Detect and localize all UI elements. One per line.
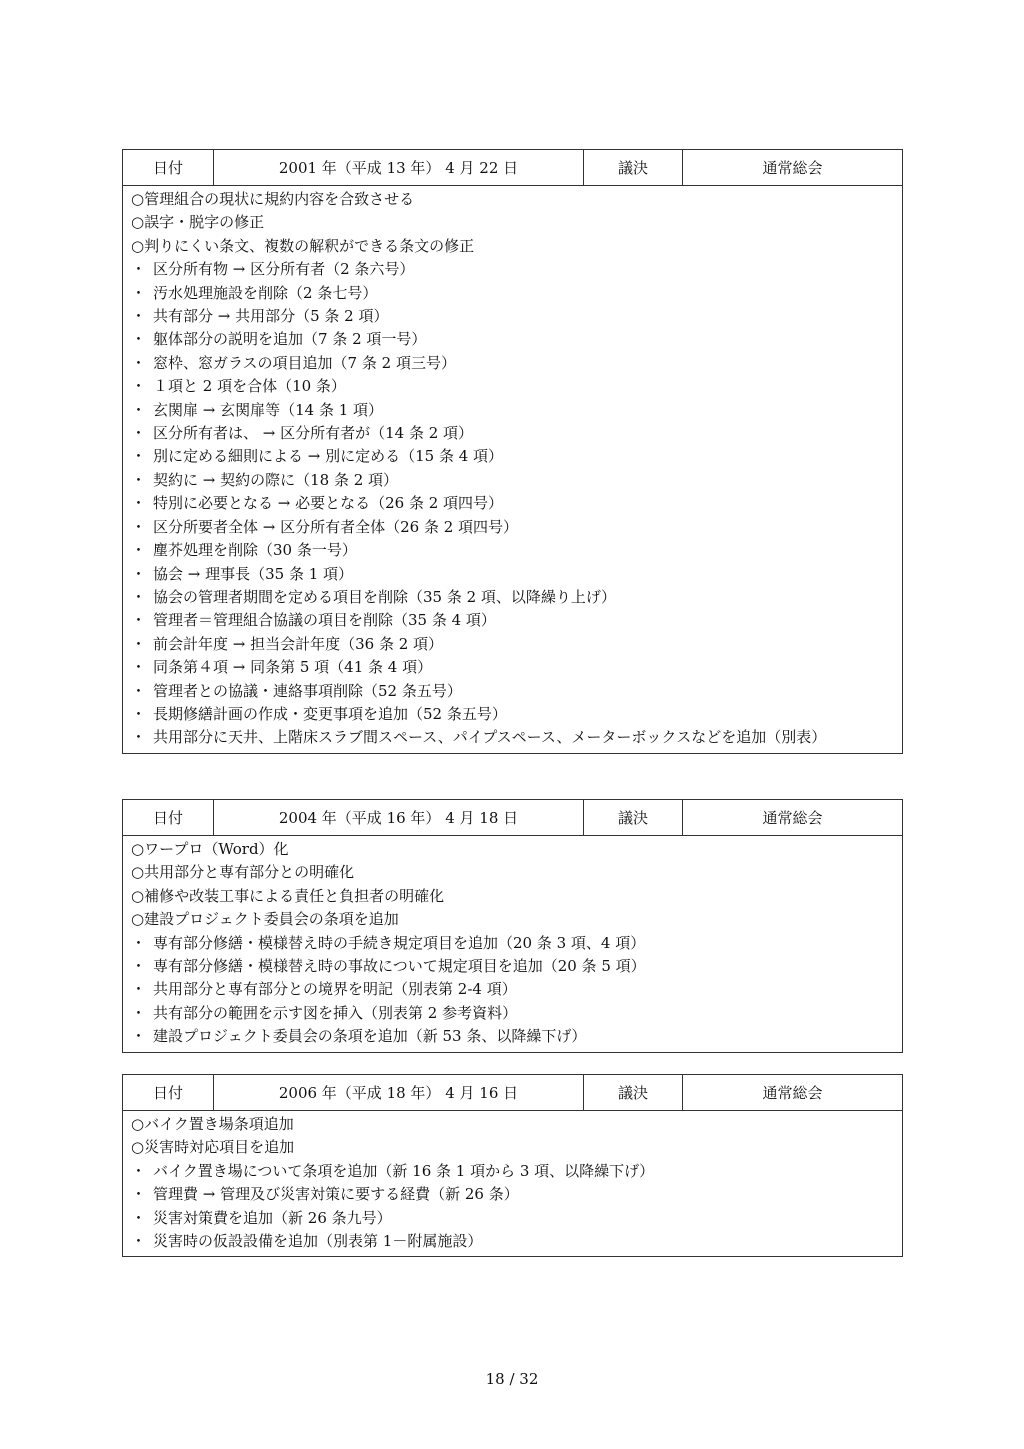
- bullet-mark: ・: [131, 283, 147, 302]
- list-item-text: バイク置き場について条項を追加（新 16 条 1 項から 3 項、以降繰下げ）: [153, 1161, 655, 1180]
- summary-item: ○共用部分と専有部分との明確化: [131, 863, 355, 882]
- list-item: [131, 539, 902, 562]
- summary-item: ○誤字・脱字の修正: [131, 213, 265, 232]
- list-item: [131, 656, 902, 679]
- list-item-text: 区分所要者全体 → 区分所有者全体（26 条 2 項四号）: [153, 517, 519, 536]
- table-body: [123, 1111, 902, 1256]
- list-item-text: 長期修繕計画の作成・変更事項を追加（52 条五号）: [153, 704, 507, 723]
- bullet-mark: ・: [131, 517, 147, 536]
- resolution-label: 議決: [584, 150, 683, 185]
- bullet-mark: ・: [131, 470, 147, 489]
- list-item-text: 専有部分修繕・模様替え時の手続き規定項目を追加（20 条 3 項、4 項）: [153, 933, 646, 952]
- bullet-mark: ・: [131, 1232, 147, 1251]
- list-item: [131, 609, 902, 632]
- list-item-text: 管理者＝管理組合協議の項目を削除（35 条 4 項）: [153, 611, 496, 630]
- summary-item: ○補修や改装工事による責任と負担者の明確化: [131, 886, 445, 905]
- list-item-text: 区分所有物 → 区分所有者（2 条六号）: [153, 260, 415, 279]
- list-item: [131, 633, 902, 656]
- summary-item: ○災害時対応項目を追加: [131, 1138, 295, 1157]
- revision-table-2006: [122, 1074, 903, 1257]
- resolution-label: 議決: [584, 800, 683, 835]
- revision-table-2004: [122, 799, 903, 1053]
- date-value: 2004 年（平成 16 年） 4 月 18 日: [214, 800, 584, 835]
- list-item: [131, 516, 902, 539]
- bullet-mark: ・: [131, 704, 147, 723]
- bullet-mark: ・: [131, 611, 147, 630]
- list-item: [131, 1160, 902, 1183]
- list-item-text: 塵芥処理を削除（30 条一号）: [153, 541, 357, 560]
- list-item: [131, 1025, 902, 1048]
- list-item: [131, 932, 902, 955]
- list-item: [131, 978, 902, 1001]
- bullet-mark: ・: [131, 728, 147, 747]
- list-item-text: 災害時の仮設設備を追加（別表第 1－附属施設）: [153, 1232, 483, 1251]
- date-label: 日付: [123, 150, 214, 185]
- table-header: [123, 150, 902, 186]
- list-item-text: 共用部分に天井、上階床スラブ間スペース、パイプスペース、メーターボックスなどを追加（別表）: [153, 728, 827, 747]
- bullet-mark: ・: [131, 424, 147, 443]
- bullet-mark: ・: [131, 564, 147, 583]
- date-value: 2006 年（平成 18 年） 4 月 16 日: [214, 1075, 584, 1110]
- table-header: [123, 1075, 902, 1111]
- list-item: [131, 1207, 902, 1230]
- bullet-mark: ・: [131, 260, 147, 279]
- list-item-text: １項と 2 項を合体（10 条）: [153, 377, 346, 396]
- date-label: 日付: [123, 1075, 214, 1110]
- summary-item: ○建設プロジェクト委員会の条項を追加: [131, 910, 399, 929]
- bullet-mark: ・: [131, 307, 147, 326]
- list-item: [131, 282, 902, 305]
- summary-item: ○ワープロ（Word）化: [131, 840, 289, 858]
- date-label: 日付: [123, 800, 214, 835]
- bullet-mark: ・: [131, 400, 147, 419]
- bullet-mark: ・: [131, 1208, 147, 1227]
- list-item-text: 専有部分修繕・模様替え時の事故について規定項目を追加（20 条 5 項）: [153, 957, 646, 976]
- list-item: [131, 328, 902, 351]
- bullet-mark: ・: [131, 330, 147, 349]
- list-item: [131, 305, 902, 328]
- bullet-mark: ・: [131, 1003, 147, 1022]
- list-item-text: 共有部分の範囲を示す図を挿入（別表第 2 参考資料）: [153, 1003, 518, 1022]
- bullet-mark: ・: [131, 447, 147, 466]
- list-item-text: 建設プロジェクト委員会の条項を追加（新 53 条、以降繰下げ）: [153, 1027, 587, 1046]
- bullet-mark: ・: [131, 377, 147, 396]
- bullet-mark: ・: [131, 658, 147, 677]
- table-body: [123, 836, 902, 1052]
- page-number: 18 / 32: [485, 1370, 539, 1388]
- list-item: [131, 680, 902, 703]
- bullet-mark: ・: [131, 353, 147, 372]
- list-item-text: 災害対策費を追加（新 26 条九号）: [153, 1208, 392, 1227]
- meeting-type: 通常総会: [762, 159, 823, 177]
- list-item-text: 躯体部分の説明を追加（7 条 2 項一号）: [153, 330, 427, 349]
- bullet-mark: ・: [131, 980, 147, 999]
- bullet-mark: ・: [131, 541, 147, 560]
- list-item-text: 共有部分 → 共用部分（5 条 2 項）: [153, 307, 389, 326]
- list-item-text: 前会計年度 → 担当会計年度（36 条 2 項）: [153, 634, 444, 653]
- list-item-text: 特別に必要となる → 必要となる（26 条 2 項四号）: [153, 494, 504, 513]
- list-item: [131, 492, 902, 515]
- meeting-type: 通常総会: [762, 1084, 823, 1102]
- bullet-mark: ・: [131, 494, 147, 513]
- list-item: [131, 399, 902, 422]
- list-item: [131, 586, 902, 609]
- list-item: [131, 258, 902, 281]
- list-item-text: 管理費 → 管理及び災害対策に要する経費（新 26 条）: [153, 1185, 519, 1204]
- list-item: [131, 563, 902, 586]
- summary-item: ○管理組合の現状に規約内容を合致させる: [131, 190, 415, 208]
- list-item: [131, 445, 902, 468]
- bullet-mark: ・: [131, 681, 147, 700]
- date-value: 2001 年（平成 13 年） 4 月 22 日: [214, 150, 584, 185]
- list-item-text: 別に定める細則による → 別に定める（15 条 4 項）: [153, 447, 504, 466]
- list-item: [131, 375, 902, 398]
- summary-item: ○バイク置き場条項追加: [131, 1115, 294, 1133]
- list-item: [131, 726, 902, 749]
- list-item: [131, 1230, 902, 1253]
- list-item-text: 玄関扉 → 玄関扉等（14 条 1 項）: [153, 400, 384, 419]
- bullet-mark: ・: [131, 634, 147, 653]
- list-item: [131, 955, 902, 978]
- list-item: [131, 352, 902, 375]
- bullet-mark: ・: [131, 957, 147, 976]
- resolution-label: 議決: [584, 1075, 683, 1110]
- list-item: [131, 703, 902, 726]
- list-item-text: 管理者との協議・連絡事項削除（52 条五号）: [153, 681, 462, 700]
- list-item-text: 同条第４項 → 同条第 5 項（41 条 4 項）: [153, 658, 433, 677]
- list-item-text: 協会 → 理事長（35 条 1 項）: [153, 564, 354, 583]
- bullet-mark: ・: [131, 587, 147, 606]
- list-item: [131, 1183, 902, 1206]
- table-body: [123, 186, 902, 753]
- list-item-text: 協会の管理者期間を定める項目を削除（35 条 2 項、以降繰り上げ）: [153, 587, 616, 606]
- bullet-mark: ・: [131, 1161, 147, 1180]
- bullet-mark: ・: [131, 1185, 147, 1204]
- list-item-text: 契約に → 契約の際に（18 条 2 項）: [153, 470, 399, 489]
- list-item: [131, 1002, 902, 1025]
- list-item-text: 共用部分と専有部分との境界を明記（別表第 2-4 項）: [153, 980, 517, 999]
- bullet-mark: ・: [131, 1027, 147, 1046]
- revision-table-2001: [122, 149, 903, 754]
- table-header: [123, 800, 902, 836]
- meeting-type: 通常総会: [762, 809, 823, 827]
- summary-item: ○判りにくい条文、複数の解釈ができる条文の修正: [131, 236, 475, 255]
- list-item: [131, 422, 902, 445]
- list-item-text: 窓枠、窓ガラスの項目追加（7 条 2 項三号）: [153, 353, 456, 372]
- list-item-text: 区分所有者は、 → 区分所有者が（14 条 2 項）: [153, 424, 474, 443]
- list-item: [131, 469, 902, 492]
- bullet-mark: ・: [131, 933, 147, 952]
- list-item-text: 汚水処理施設を削除（2 条七号）: [153, 283, 378, 302]
